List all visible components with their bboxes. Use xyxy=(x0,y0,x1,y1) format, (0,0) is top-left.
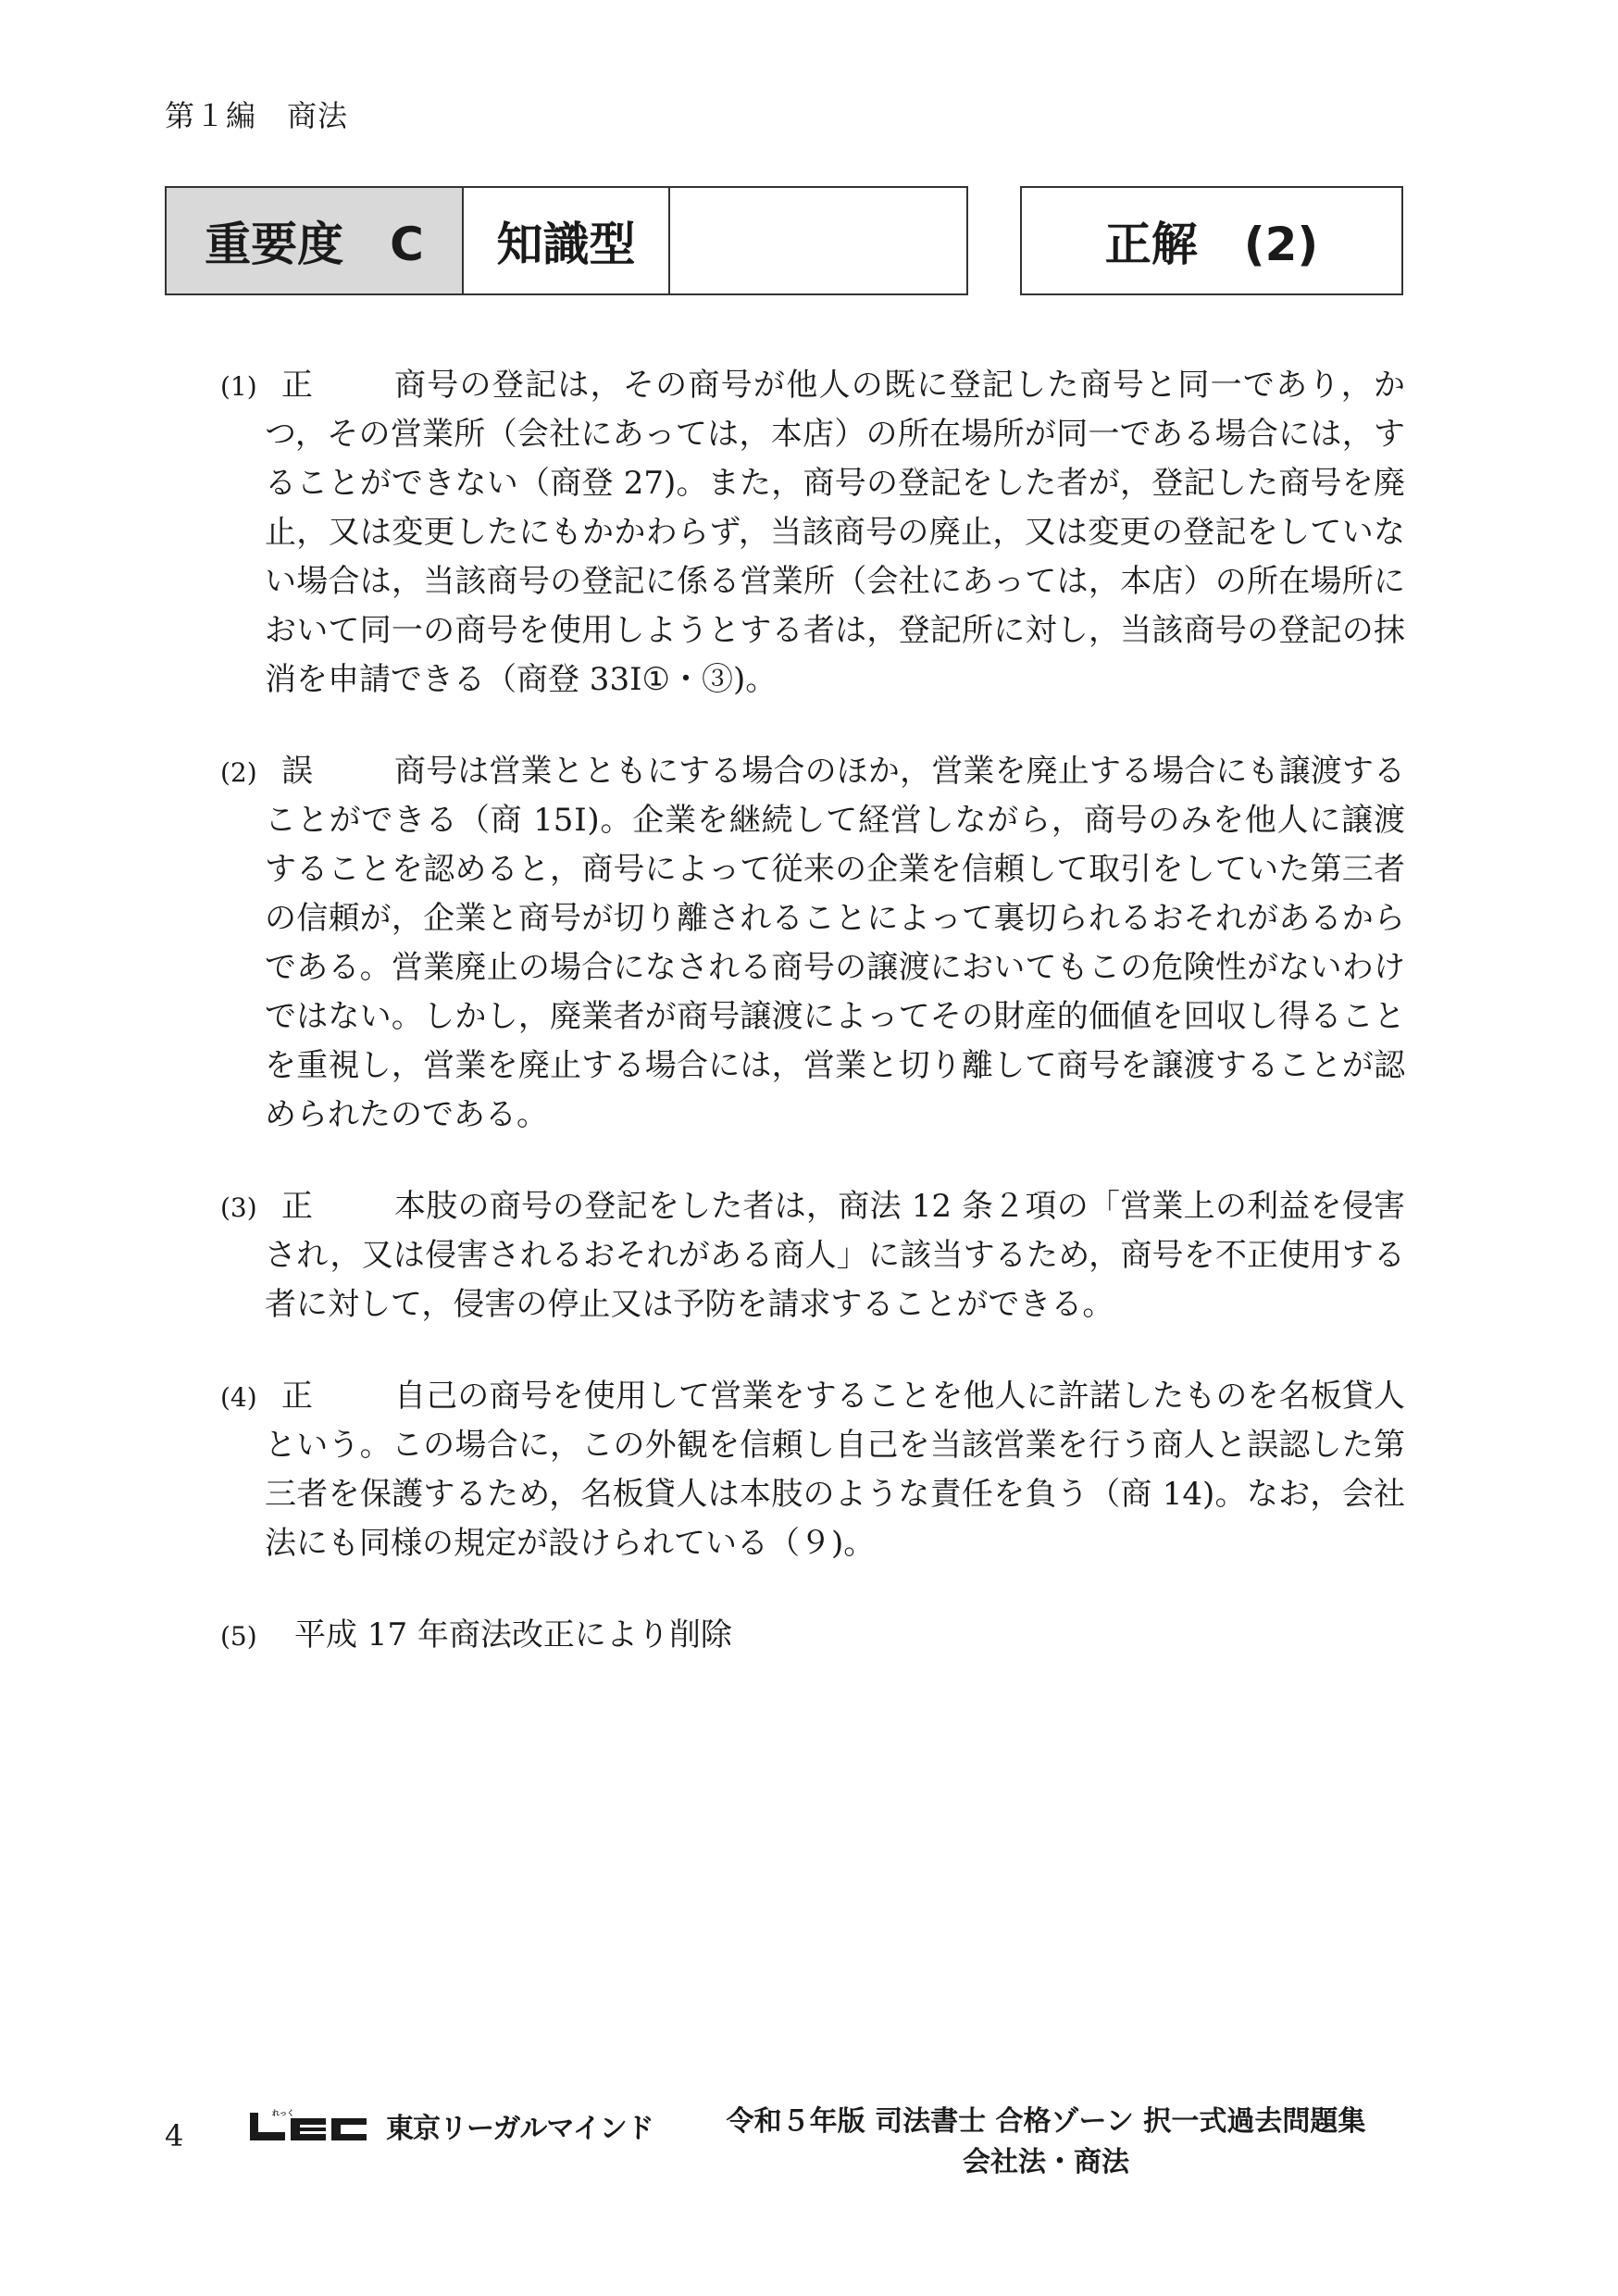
explanation-item-2 xyxy=(220,747,1405,1140)
logo-ruby: れっく xyxy=(272,2109,294,2117)
item-text: 商号は営業とともにする場合のほか，営業を廃止する場合にも譲渡することができる（商 15Ⅰ)。企業を継続して経営しながら，商号のみを他人に譲渡することを認めると，商号によって従来の企業を信頼して取引をしていた第三者の信頼が，企業と商号が切り離されることによって裏切られるおそれがあるからである。営業廃止の場合になされる商号の譲渡においてもこの危険性がないわけではない。しかし，廃業者が商号譲渡によってその財産的価値を回収し得ることを重視し，営業を廃止する場合には，営業と切り離して商号を譲渡することが認められたのである。 xyxy=(265,753,1405,1133)
book-title: 令和５年版 司法書士 合格ゾーン 択一式過去問題集 xyxy=(726,2105,1366,2138)
book-subtitle: 会社法・商法 xyxy=(963,2146,1129,2178)
correctness-mark: 正 xyxy=(281,367,313,404)
item-text: 平成 17 年商法改正により削除 xyxy=(294,1616,732,1653)
item-number: (4) xyxy=(220,1382,257,1413)
correctness-mark: 正 xyxy=(281,1188,313,1225)
item-number: (2) xyxy=(220,757,257,788)
question-type-cell: 知識型 xyxy=(464,188,670,293)
book-title-block xyxy=(685,2102,1407,2183)
blank-cell xyxy=(670,188,966,293)
explanation-item-5 xyxy=(220,1611,1405,1660)
explanation-item-4 xyxy=(220,1372,1405,1568)
item-text: 本肢の商号の登記をした者は，商法 12 条２項の「営業上の利益を侵害され，又は侵害されるおそれがある商人」に該当するため，商号を不正使用する者に対して，侵害の停止又は予防を請求することができる。 xyxy=(265,1188,1405,1323)
section-label: 第１編 商法 xyxy=(165,98,349,133)
company-name: 東京リーガルマインド xyxy=(386,2113,653,2145)
info-table xyxy=(165,186,968,295)
answer-box: 正解 (2) xyxy=(1020,186,1403,295)
lec-logo-icon xyxy=(248,2107,382,2144)
item-number: (5) xyxy=(220,1621,257,1652)
item-text: 自己の商号を使用して営業をすることを他人に許諾したものを名板貸人という。この場合に，この外観を信頼し自己を当該営業を行う商人と誤認した第三者を保護するため，名板貸人は本肢のような責任を負う（商 14)。なお，会社法にも同様の規定が設けられている（９)。 xyxy=(265,1378,1405,1562)
explanation-item-3 xyxy=(220,1182,1405,1329)
item-number: (1) xyxy=(220,371,257,402)
publisher-logo xyxy=(248,2105,653,2146)
correctness-mark: 誤 xyxy=(281,753,313,790)
item-text: 商号の登記は，その商号が他人の既に登記した商号と同一であり，かつ，その営業所（会社にあっては，本店）の所在場所が同一である場合には，することができない（商登 27)。また，商号の登記をした者が，登記した商号を廃止，又は変更したにもかかわらず，当該商号の廃止，又は変更の登記をしていない場合は，当該商号の登記に係る営業所（会社にあっては，本店）の所在場所において同一の商号を使用しようとする者は，登記所に対し，当該商号の登記の抹消を申請できる（商登 33Ⅰ①・③)。 xyxy=(265,367,1405,698)
explanation-list xyxy=(220,361,1405,1703)
importance-cell: 重要度 C xyxy=(167,188,464,293)
correctness-mark: 正 xyxy=(281,1378,313,1415)
explanation-item-1 xyxy=(220,361,1405,705)
page-number: 4 xyxy=(165,2118,184,2153)
item-number: (3) xyxy=(220,1192,257,1223)
